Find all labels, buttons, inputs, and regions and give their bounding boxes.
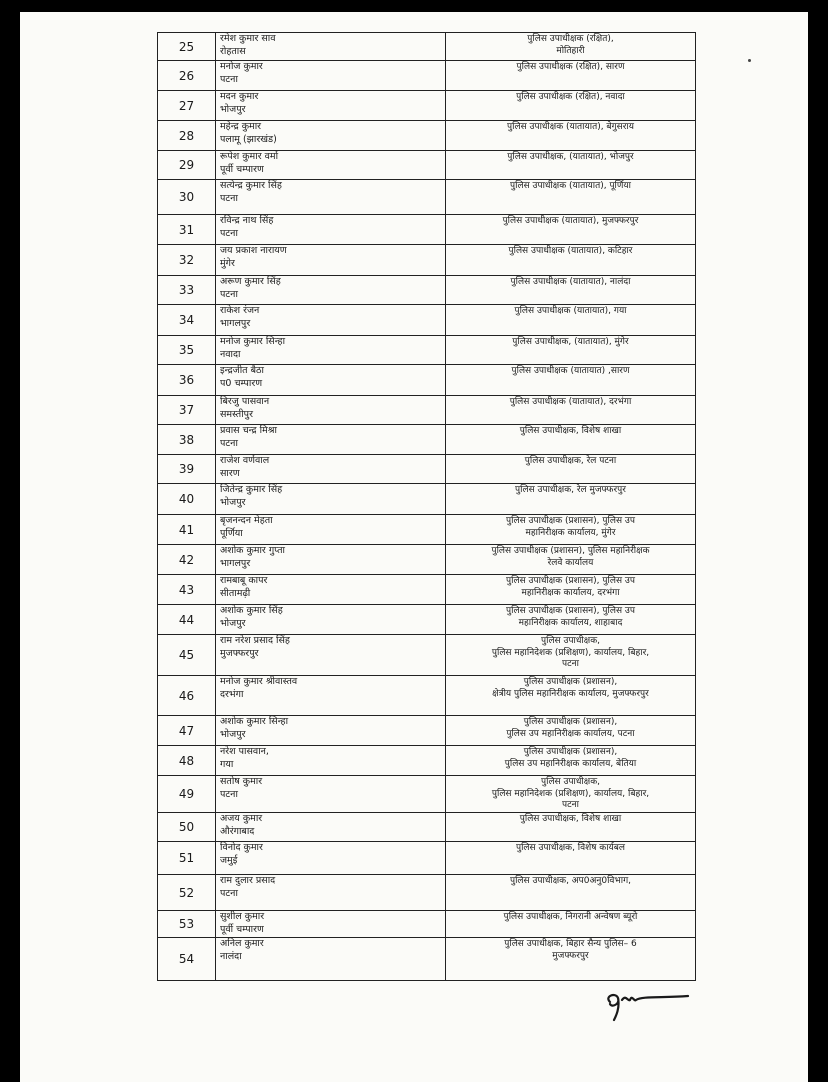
serial-number: 25 (158, 33, 216, 61)
posting-line: मोतिहारी (556, 45, 585, 56)
officer-name: बृजनन्दन मेहता (220, 515, 273, 526)
posting-line: पुलिस उपाधीक्षक, निगरानी अन्वेषण ब्यूरो (503, 912, 638, 922)
home-district: पटना (220, 437, 238, 449)
officer-name: राम नरेश प्रसाद सिंह (220, 635, 290, 646)
posting-line: पुलिस उपाधीक्षक (यातायात), नालंदा (510, 277, 631, 287)
posting-cell (446, 336, 696, 365)
posting-line: पुलिस उपाधीक्षक (रक्षित), सारण (516, 62, 625, 72)
officer-cell (216, 61, 446, 91)
table-row (158, 746, 696, 776)
posting-cell (446, 676, 696, 716)
officer-cell (216, 875, 446, 911)
serial-number: 47 (158, 716, 216, 746)
posting-line: पुलिस उपाधीक्षक, बिहार सैन्य पुलिस– 6 (504, 939, 637, 949)
posting-cell (446, 911, 696, 938)
posting-line: मुजफ्फरपुर (552, 950, 589, 961)
officer-cell (216, 365, 446, 396)
posting-cell (446, 425, 696, 455)
posting-line: पटना (562, 800, 579, 810)
serial-number: 31 (158, 215, 216, 245)
table-row (158, 605, 696, 635)
posting-line: पटना (562, 659, 579, 669)
posting-line: पुलिस उपाधीक्षक (प्रशासन), पुलिस उप (506, 516, 635, 526)
serial-number: 39 (158, 455, 216, 484)
posting-cell (446, 875, 696, 911)
officer-name: सुशील कुमार (220, 911, 265, 922)
posting-cell (446, 245, 696, 276)
posting-cell (446, 215, 696, 245)
officer-cell (216, 276, 446, 305)
posting-line: पुलिस उपाधीक्षक (रक्षित), (527, 34, 614, 44)
officer-cell (216, 305, 446, 336)
officer-name: प्रवास चन्द्र मिश्रा (220, 425, 277, 436)
posting-line: पुलिस उपाधीक्षक (प्रशासन), पुलिस उप (506, 576, 635, 586)
table-row (158, 245, 696, 276)
serial-number: 30 (158, 180, 216, 215)
officer-cell (216, 605, 446, 635)
officer-name: मदन कुमार (220, 91, 259, 102)
posting-line: पुलिस उपाधीक्षक, विशेष कार्यबल (515, 843, 626, 853)
table-row (158, 875, 696, 911)
posting-line: पुलिस उपाधीक्षक (यातायात), कटिहार (508, 246, 633, 256)
serial-number: 41 (158, 515, 216, 545)
officer-name: अरूण कुमार सिंह (220, 276, 281, 287)
officer-name: राजेश वर्णवाल (220, 455, 270, 466)
home-district: औरंगाबाद (220, 825, 255, 837)
posting-line: पुलिस उपाधीक्षक, विशेष शाखा (519, 426, 622, 436)
home-district: पूर्णिया (220, 527, 243, 539)
table-row (158, 842, 696, 875)
officer-cell (216, 180, 446, 215)
posting-cell (446, 33, 696, 61)
posting-cell (446, 575, 696, 605)
serial-number: 28 (158, 121, 216, 151)
officer-cell (216, 676, 446, 716)
posting-line: पुलिस उपाधीक्षक, (541, 636, 600, 646)
posting-line: पुलिस उपाधीक्षक, (यातायात), मुंगेर (512, 337, 629, 347)
posting-line: पुलिस उपाधीक्षक (यातायात), दरभंगा (509, 397, 632, 407)
officer-cell (216, 716, 446, 746)
officer-name: अशोक कुमार सिन्हा (220, 716, 289, 727)
officer-name: बिरजु पासवान (220, 396, 270, 407)
home-district: पटना (220, 288, 238, 300)
home-district: रोहतास (220, 45, 246, 57)
posting-cell (446, 716, 696, 746)
home-district: सारण (220, 467, 240, 479)
posting-cell (446, 276, 696, 305)
table-row (158, 61, 696, 91)
serial-number: 42 (158, 545, 216, 575)
officer-name: अशोक कुमार गुप्ता (220, 545, 285, 556)
home-district: पूर्वी चम्पारण (220, 923, 264, 935)
officer-cell (216, 842, 446, 875)
posting-cell (446, 484, 696, 515)
table-row (158, 305, 696, 336)
officer-cell (216, 484, 446, 515)
serial-number: 37 (158, 396, 216, 425)
home-district: भोजपुर (220, 728, 246, 740)
officer-name: रूपेश कुमार वर्मा (220, 151, 279, 162)
officer-cell (216, 91, 446, 121)
posting-line: पुलिस उपाधीक्षक (प्रशासन), पुलिस उप (506, 606, 635, 616)
serial-number: 29 (158, 151, 216, 180)
serial-number: 34 (158, 305, 216, 336)
table-row (158, 938, 696, 981)
home-district: पटना (220, 227, 238, 239)
officer-cell (216, 121, 446, 151)
posting-cell (446, 396, 696, 425)
posting-line: पुलिस उपाधीक्षक (यातायात), मुजफ्फरपुर (502, 216, 639, 226)
posting-line: पुलिस उपाधीक्षक (प्रशासन), (523, 747, 618, 757)
posting-line: पुलिस उपाधीक्षक (यातायात), गया (514, 306, 627, 316)
table-row (158, 455, 696, 484)
table-row (158, 545, 696, 575)
serial-number: 48 (158, 746, 216, 776)
officer-cell (216, 575, 446, 605)
officer-cell (216, 911, 446, 938)
posting-cell (446, 91, 696, 121)
officer-cell (216, 938, 446, 981)
officer-cell (216, 515, 446, 545)
home-district: सीतामढ़ी (220, 587, 251, 599)
officer-name: अशोक कुमार सिंह (220, 605, 283, 616)
home-district: पटना (220, 887, 238, 899)
posting-line: पुलिस उपाधीक्षक, रेल मुजफ्फरपुर (515, 485, 626, 495)
officer-name: जय प्रकाश नारायण (220, 245, 287, 256)
officer-name: विनोद कुमार (220, 842, 263, 853)
home-district: गया (220, 758, 234, 770)
officer-cell (216, 635, 446, 676)
posting-line: पुलिस उपाधीक्षक, रेल पटना (524, 456, 617, 466)
serial-number: 45 (158, 635, 216, 676)
posting-cell (446, 151, 696, 180)
posting-line: क्षेत्रीय पुलिस महानिरीक्षक कार्यालय, मुजफ्फरपुर (492, 688, 649, 699)
serial-number: 38 (158, 425, 216, 455)
posting-line: पुलिस उपाधीक्षक (प्रशासन), (523, 677, 618, 687)
posting-line: पुलिस उपाधीक्षक (प्रशासन), पुलिस महानिरीक्षक (491, 546, 650, 556)
serial-number: 43 (158, 575, 216, 605)
posting-cell (446, 545, 696, 575)
posting-line: पुलिस महानिदेशक (प्रशिक्षण), कार्यालय, बिहार, (491, 647, 650, 658)
officer-name: राम दुलार प्रसाद (220, 875, 276, 886)
table-row (158, 515, 696, 545)
posting-line: पुलिस उपाधीक्षक (रक्षित), नवादा (516, 92, 625, 102)
officer-name: महेन्द्र कुमार (220, 121, 262, 132)
serial-number: 40 (158, 484, 216, 515)
table-row (158, 365, 696, 396)
officer-cell (216, 455, 446, 484)
posting-line: पुलिस उपाधीक्षक (यातायात), बेगुसराय (507, 122, 634, 132)
posting-line: पुलिस उपाधीक्षक (यातायात) ,सारण (511, 366, 630, 376)
officer-name: राकेश रंजन (220, 305, 260, 316)
table-row (158, 33, 696, 61)
table-row (158, 151, 696, 180)
table-row (158, 484, 696, 515)
table-row (158, 911, 696, 938)
officer-cell (216, 33, 446, 61)
serial-number: 54 (158, 938, 216, 981)
table-row (158, 776, 696, 813)
officer-cell (216, 813, 446, 842)
posting-cell (446, 180, 696, 215)
serial-number: 33 (158, 276, 216, 305)
officer-name: रविन्द्र नाथ सिंह (220, 215, 274, 226)
serial-number: 26 (158, 61, 216, 91)
home-district: मुंगेर (220, 257, 235, 269)
serial-number: 46 (158, 676, 216, 716)
home-district: पूर्वी चम्पारण (220, 163, 264, 175)
officer-name: रामबाबू कापर (220, 575, 268, 586)
officer-name: इन्द्रजीत बैठा (220, 365, 264, 376)
home-district: भोजपुर (220, 617, 246, 629)
posting-line: पुलिस उपाधीक्षक, (541, 777, 600, 787)
table-row (158, 716, 696, 746)
table-row (158, 635, 696, 676)
home-district: जमुई (220, 854, 238, 866)
serial-number: 53 (158, 911, 216, 938)
officer-cell (216, 396, 446, 425)
officer-cell (216, 545, 446, 575)
posting-line: पुलिस उपाधीक्षक (प्रशासन), (523, 717, 618, 727)
posting-cell (446, 121, 696, 151)
posting-line: पुलिस उपाधीक्षक, अप0अनु0विभाग, (509, 876, 632, 886)
table-row (158, 180, 696, 215)
home-district: भोजपुर (220, 103, 246, 115)
table-row (158, 575, 696, 605)
officer-cell (216, 336, 446, 365)
officer-cell (216, 425, 446, 455)
posting-line: पुलिस उपाधीक्षक, (यातायात), भोजपुर (507, 152, 634, 162)
posting-line: पुलिस उप महानिरीक्षक कार्यालय, बेतिया (504, 758, 637, 769)
home-district: समस्तीपुर (220, 408, 253, 420)
table-row (158, 813, 696, 842)
posting-cell (446, 938, 696, 981)
posting-cell (446, 365, 696, 396)
posting-cell (446, 746, 696, 776)
posting-cell (446, 842, 696, 875)
posting-line: पुलिस उप महानिरीक्षक कार्यालय, पटना (506, 728, 635, 739)
home-district: पटना (220, 788, 238, 800)
officer-name: सतोष कुमार (220, 776, 263, 787)
posting-cell (446, 305, 696, 336)
posting-line: रेलवे कार्यालय (547, 557, 594, 568)
table-row (158, 336, 696, 365)
serial-number: 51 (158, 842, 216, 875)
officer-name: सत्येन्द्र कुमार सिंह (220, 180, 282, 191)
posting-cell (446, 61, 696, 91)
table-row (158, 91, 696, 121)
serial-number: 44 (158, 605, 216, 635)
home-district: दरभंगा (220, 688, 244, 700)
home-district: पटना (220, 192, 238, 204)
officer-name: नरेश पासवान, (220, 746, 269, 757)
posting-cell (446, 605, 696, 635)
table-row (158, 425, 696, 455)
posting-line: पुलिस उपाधीक्षक, विशेष शाखा (519, 814, 622, 824)
table-row (158, 121, 696, 151)
posting-line: पुलिस उपाधीक्षक (यातायात), पूर्णिया (510, 181, 631, 191)
officer-name: जितेन्द्र कुमार सिंह (220, 484, 283, 495)
serial-number: 35 (158, 336, 216, 365)
posting-line: महानिरीक्षक कार्यालय, शाहाबाद (518, 617, 623, 628)
home-district: भागलपुर (220, 317, 251, 329)
officer-cell (216, 151, 446, 180)
officer-cell (216, 215, 446, 245)
serial-number: 52 (158, 875, 216, 911)
home-district: नवादा (220, 348, 241, 360)
posting-line: पुलिस महानिदेशक (प्रशिक्षण), कार्यालय, बिहार, (491, 788, 650, 799)
table-row (158, 276, 696, 305)
table-row (158, 396, 696, 425)
officer-name: मनोज कुमार श्रीवास्तव (220, 676, 298, 687)
officer-name: रमेश कुमार साव (220, 33, 276, 44)
posting-cell (446, 515, 696, 545)
table-row (158, 215, 696, 245)
officer-name: अजय कुमार (220, 813, 263, 824)
home-district: नालंदा (220, 950, 242, 962)
officer-cell (216, 746, 446, 776)
posting-cell (446, 813, 696, 842)
officer-transfer-table (157, 32, 696, 981)
serial-number: 32 (158, 245, 216, 276)
officer-name: अनिल कुमार (220, 938, 264, 949)
posting-cell (446, 635, 696, 676)
serial-number: 49 (158, 776, 216, 813)
home-district: प0 चम्पारण (220, 377, 263, 389)
officer-name: मनोज कुमार सिन्हा (220, 336, 286, 347)
home-district: पटना (220, 73, 238, 85)
table-row (158, 676, 696, 716)
serial-number: 36 (158, 365, 216, 396)
officer-name: मनोज कुमार (220, 61, 263, 72)
serial-number: 27 (158, 91, 216, 121)
home-district: भोजपुर (220, 496, 246, 508)
posting-cell (446, 776, 696, 813)
home-district: पलामू (झारखंड) (220, 133, 277, 145)
speck (748, 59, 751, 62)
home-district: भागलपुर (220, 557, 251, 569)
posting-line: महानिरीक्षक कार्यालय, मुंगेर (525, 527, 616, 538)
posting-line: महानिरीक्षक कार्यालय, दरभंगा (521, 587, 620, 598)
document-page (20, 12, 808, 1082)
posting-cell (446, 455, 696, 484)
officer-cell (216, 245, 446, 276)
serial-number: 50 (158, 813, 216, 842)
signature-mark (602, 986, 692, 1026)
home-district: मुजफ्फरपुर (220, 647, 259, 659)
officer-cell (216, 776, 446, 813)
